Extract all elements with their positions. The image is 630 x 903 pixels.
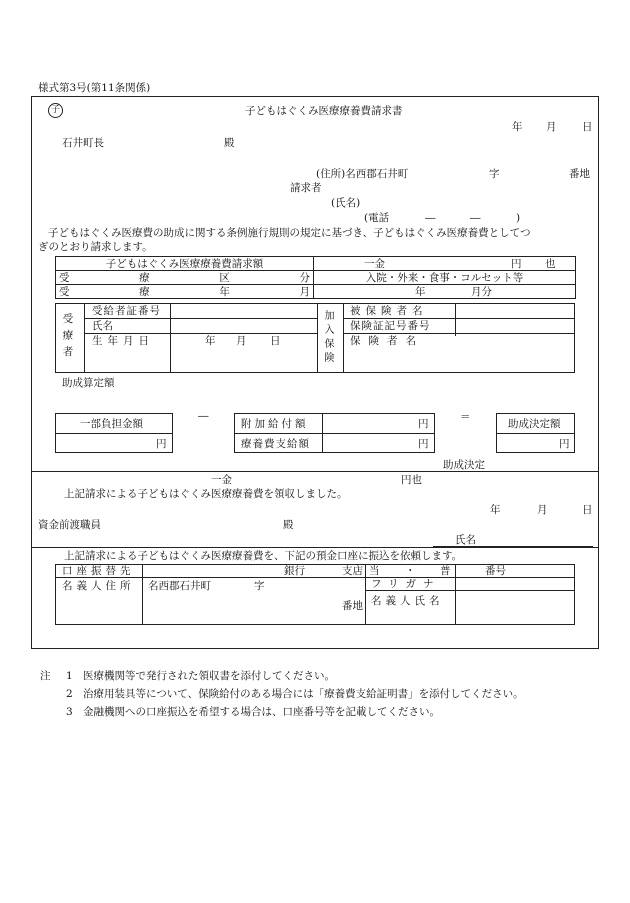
treatment-month: 月分: [471, 285, 492, 298]
note-3-text: 金融機関への口座振込を希望する場合は、口座番号等を記載してください。: [83, 706, 440, 718]
treatment-category-value[interactable]: 入院・外来・食事・コルセット等: [314, 271, 576, 285]
medical-payment-yen: 円: [418, 438, 429, 450]
patient-name-label: 氏名: [92, 320, 113, 332]
recipient-no-label: 受給者証番号: [92, 305, 161, 317]
additional-yen: 円: [418, 418, 429, 430]
insurer-label: 保険者名: [350, 335, 424, 347]
holder-address-label: 名義人住所: [62, 580, 135, 592]
note-3-num: 3: [66, 706, 73, 718]
holder-banchi: 番地: [342, 600, 363, 612]
notes-prefix: 注: [40, 670, 51, 682]
nari-text: 也: [545, 257, 556, 270]
copay-yen: 円: [156, 438, 167, 450]
claimant-aza: 字: [489, 168, 500, 180]
en-text: 円: [511, 257, 522, 270]
branch-label: 支店: [342, 565, 363, 577]
insurance-side-label: 加入保険: [322, 310, 333, 366]
decision-en-nari: 円也: [401, 474, 422, 486]
account-number-label: 番号: [485, 565, 506, 577]
card-no-label: 保険証記号番号: [350, 320, 431, 332]
claim-table: [55, 256, 576, 299]
holder-address-value: 名西郡石井町: [148, 580, 211, 592]
decided-label: 助成決定額: [508, 418, 561, 430]
birth-month: 月: [236, 335, 247, 347]
holder-name-label: 名義人氏名: [371, 595, 444, 607]
ikkin-text: 一金: [364, 257, 385, 270]
date-year: 年: [512, 121, 523, 133]
minus-sign: ―: [198, 410, 209, 422]
receipt-year: 年: [490, 504, 501, 516]
dot-separator: ・: [405, 565, 416, 577]
toza-label: 当: [369, 565, 380, 577]
date-day: 日: [582, 121, 593, 133]
receipt-month: 月: [537, 504, 548, 516]
advance-officer-label: 資金前渡職員: [38, 519, 101, 531]
intro-line-1: 子どもはぐくみ医療費の助成に関する条例施行規則の規定に基づき、子どもはぐくみ医療養費としてつ: [48, 227, 531, 239]
note-1-num: 1: [66, 670, 73, 682]
claim-amount-value[interactable]: [314, 257, 576, 271]
claimant-phone-label: (電話: [364, 212, 390, 224]
decision-label: 助成決定: [443, 459, 485, 471]
patient-side-label: 受療者: [61, 313, 74, 363]
transfer-text: 上記請求による子どもはぐくみ医療療養費を、下記の預金口座に振込を依頼します。: [64, 550, 463, 562]
treatment-month-label: 受 療 年 月: [56, 285, 314, 299]
phone-close: ): [516, 212, 521, 224]
receipt-text: 上記請求による子どもはぐくみ医療療養費を領収しました。: [64, 488, 348, 500]
birth-day: 日: [270, 335, 281, 347]
addressee-name: 石井町長: [62, 137, 104, 149]
advance-officer-honorific: 殿: [283, 519, 294, 531]
birth-year: 年: [205, 335, 216, 347]
birthdate-label: 生年月日: [92, 335, 154, 347]
note-2-num: 2: [66, 688, 73, 700]
form-number: 様式第3号(第11条関係): [38, 82, 151, 94]
decided-yen: 円: [559, 438, 570, 450]
furigana-label: フリガナ: [371, 578, 441, 590]
note-2-text: 治療用装具等について、保険給付のある場合には「療養費支給証明書」を添付してください。: [83, 688, 524, 700]
claim-amount-label: 子どもはぐくみ医療療養費請求額: [56, 257, 314, 271]
insured-label: 被保険者名: [350, 305, 428, 317]
claimant-label: 請求者: [290, 182, 322, 194]
receipt-name-label: 氏名: [455, 534, 476, 546]
holder-aza: 字: [254, 580, 265, 592]
date-month: 月: [546, 121, 557, 133]
calc-label: 助成算定額: [62, 377, 115, 389]
account-dest-label: 口座振替先: [62, 565, 135, 577]
futsu-label: 普: [440, 565, 451, 577]
claimant-name-label: (氏名): [331, 197, 361, 209]
claimant-address-label: (住所)名西郡石井町: [316, 168, 409, 180]
addressee-honorific: 殿: [224, 137, 235, 149]
copay-label: 一部負担金額: [80, 418, 143, 430]
receipt-day: 日: [582, 504, 593, 516]
child-circle-icon: 子: [48, 103, 63, 118]
note-1-text: 医療機関等で発行された領収書を添付してください。: [83, 670, 335, 682]
intro-line-2: ぎのとおり請求します。: [38, 241, 153, 253]
claimant-banchi: 番地: [569, 168, 590, 180]
phone-dash-2: ―: [470, 212, 481, 224]
additional-label: 附加給付額: [241, 418, 309, 430]
medical-payment-label: 療養費支給額: [241, 438, 310, 450]
bank-label: 銀行: [284, 565, 305, 577]
decision-ikkin: 一金: [211, 474, 232, 486]
equals-sign: ＝: [460, 411, 471, 423]
treatment-category-label: 受 療 区 分: [56, 271, 314, 285]
phone-dash-1: ―: [425, 212, 436, 224]
form-title: 子どもはぐくみ医療療養費請求書: [245, 105, 403, 117]
treatment-year: 年: [415, 285, 426, 298]
treatment-month-value[interactable]: [314, 285, 576, 299]
